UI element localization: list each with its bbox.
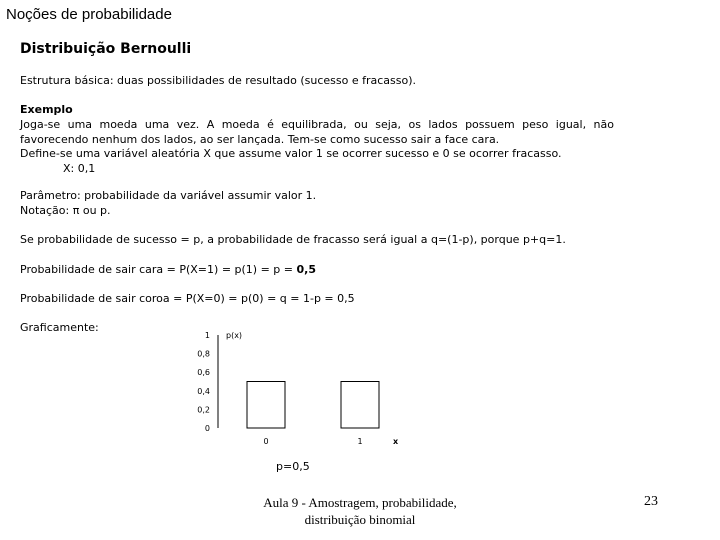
x-values: X: 0,1 [63, 162, 96, 175]
prob-heads-text [20, 263, 316, 277]
y-axis-label: p(x) [226, 331, 243, 340]
footer [240, 494, 480, 528]
y-tick-label: 0,2 [197, 405, 210, 415]
chart-layer [197, 331, 399, 473]
chart-caption: p=0,5 [276, 460, 310, 473]
prob-tails-text: Probabilidade de sair coroa = P(X=0) = p(0) = q = 1-p = 0,5 [20, 292, 355, 305]
bernoulli-chart [196, 328, 426, 478]
parameter-text: Parâmetro: probabilidade da variável assumir valor 1. [20, 189, 317, 202]
footer-line-2: distribuição binomial [304, 512, 416, 527]
example-title: Exemplo [20, 103, 73, 116]
y-tick-label: 0 [204, 424, 210, 433]
y-tick-label: 1 [204, 331, 210, 340]
structure-text: Estrutura básica: duas possibilidades de resultado (sucesso e fracasso). [20, 74, 417, 87]
bar [341, 382, 379, 429]
x-axis-label: x [393, 437, 399, 446]
graphically-label: Graficamente: [20, 321, 99, 334]
example-line-2: favorecendo nenhum dos lados, ao ser lançada. Tem-se como sucesso sair a face cara. [20, 133, 500, 146]
footer-line-1: Aula 9 - Amostragem, probabilidade, [263, 495, 457, 510]
y-tick-label: 0,4 [197, 386, 210, 396]
prob-heads-prefix: Probabilidade de sair cara = P(X=1) = p(1) = p = [20, 263, 297, 276]
x-tick-label: 0 [263, 437, 269, 446]
success-failure-text: Se probabilidade de sucesso = p, a probabilidade de fracasso será igual a q=(1-p), porque p+q=1. [20, 233, 566, 246]
example-line-3: Define-se uma variável aleatória X que assume valor 1 se ocorrer sucesso e 0 se ocorrer fracasso. [20, 147, 562, 160]
prob-heads-value: 0,5 [296, 263, 316, 276]
y-tick-label: 0,6 [197, 368, 210, 378]
x-tick-label: 1 [357, 437, 363, 446]
notation-text: Notação: π ou p. [20, 204, 111, 217]
section-heading: Distribuição Bernoulli [20, 41, 192, 57]
y-tick-label: 0,8 [197, 349, 210, 359]
bar [247, 382, 285, 429]
example-line-1: Joga-se uma moeda uma vez. A moeda é equilibrada, ou seja, os lados possuem peso igual, não [20, 118, 614, 131]
page-number: 23 [644, 494, 658, 509]
slide-title: Noções de probabilidade [6, 6, 172, 23]
